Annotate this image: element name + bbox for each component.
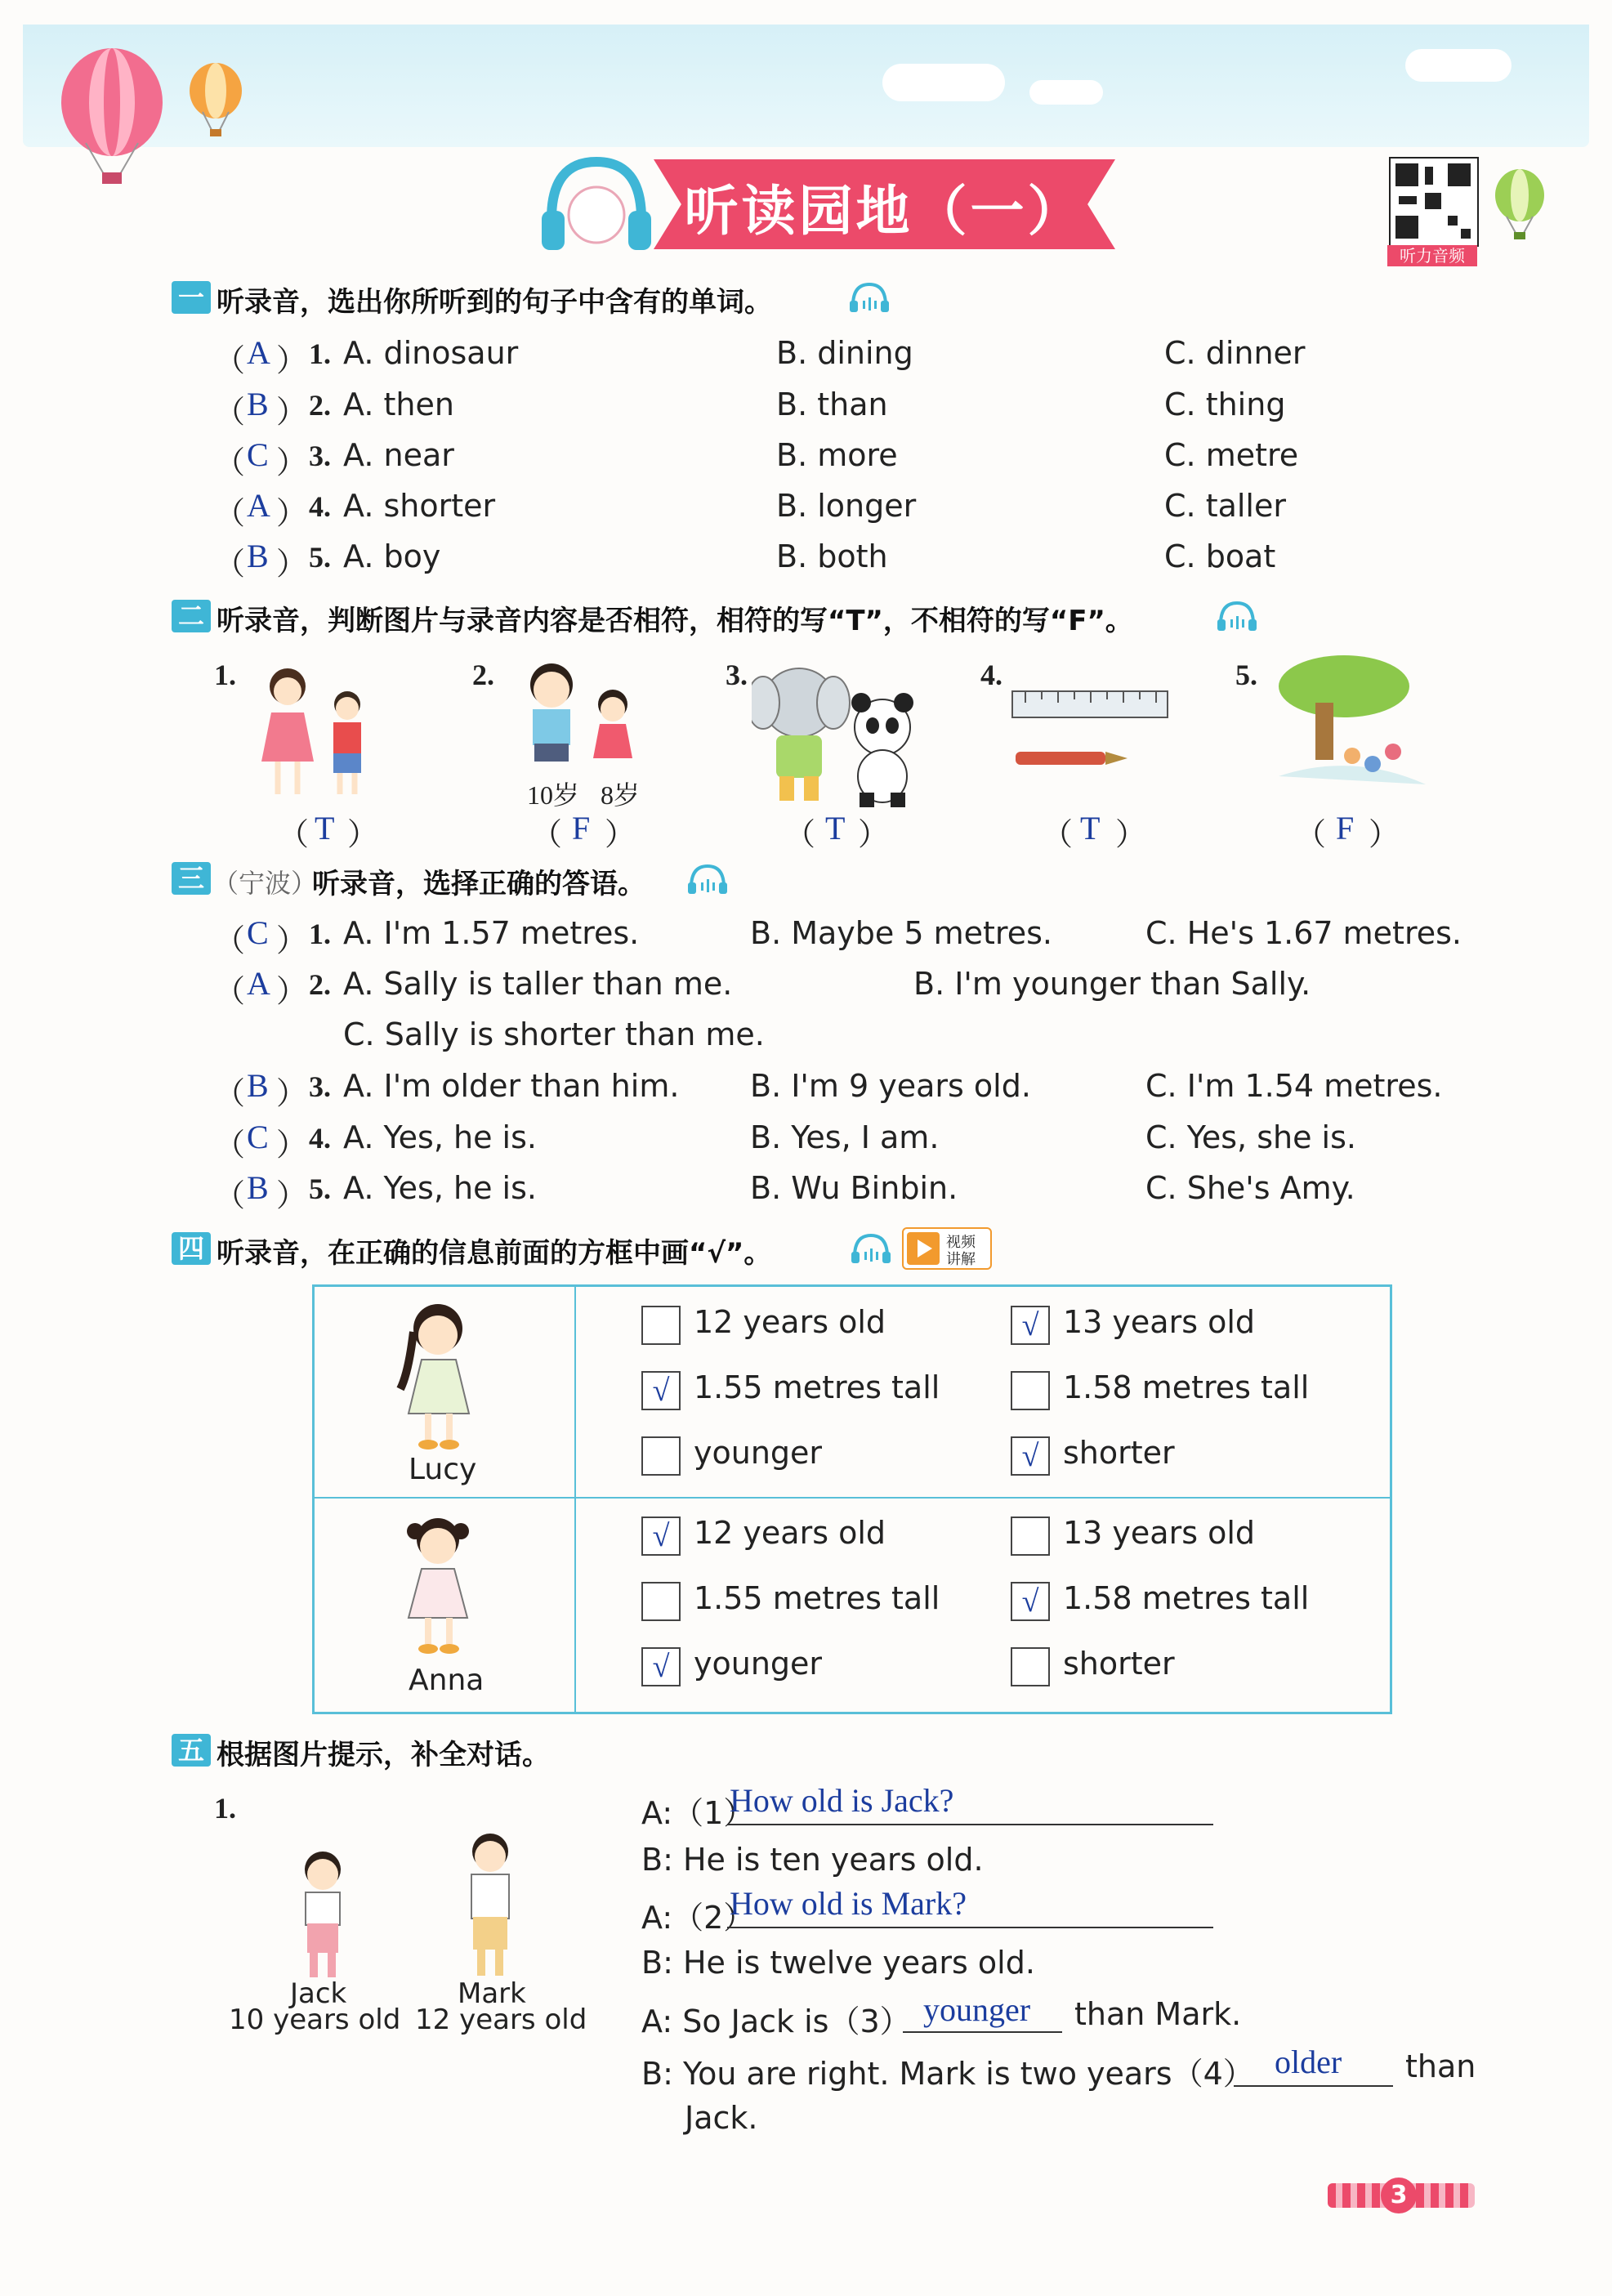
elephant-and-panda-image — [752, 654, 923, 809]
cloud — [1405, 49, 1512, 82]
jack-image — [278, 1847, 368, 1986]
checkbox-label: 1.55 metres tall — [694, 1580, 940, 1616]
option-b: B. I'm 9 years old. — [750, 1068, 1031, 1104]
person-name: Lucy — [409, 1453, 477, 1486]
checkbox-label: shorter — [1063, 1646, 1175, 1682]
question-number: 5. — [309, 1173, 331, 1205]
answer-bracket-left: （ — [214, 922, 246, 958]
dialogue-text: than — [1405, 2048, 1476, 2084]
answer-bracket-left: （ — [214, 444, 246, 480]
option-c: C. taller — [1164, 488, 1286, 524]
item-number: 5. — [1235, 659, 1257, 691]
answer-bracket-left: （ — [214, 495, 246, 531]
answer-choice: B — [247, 538, 269, 574]
checkbox-label: younger — [694, 1646, 823, 1682]
checkbox-label: younger — [694, 1435, 823, 1471]
option-a: A. Yes, he is. — [343, 1170, 537, 1206]
checkbox[interactable] — [1011, 1371, 1050, 1410]
answer-mark: T — [1080, 810, 1101, 846]
option-c: C. He's 1.67 metres. — [1145, 915, 1462, 951]
hot-air-balloon-icon — [1492, 168, 1549, 245]
written-answer: How old is Jack? — [730, 1782, 954, 1819]
option-c: C. Sally is shorter than me. — [343, 1016, 765, 1052]
question-number: 2. — [309, 968, 331, 1001]
option-b: B. longer — [776, 488, 917, 524]
kid-name: Mark — [458, 1977, 526, 2010]
section-number: 三 — [172, 862, 211, 895]
option-b: B. more — [776, 437, 898, 473]
question-number: 2. — [309, 389, 331, 422]
checkbox-label: 13 years old — [1063, 1304, 1256, 1340]
option-c: C. boat — [1164, 538, 1276, 574]
section-instruction: 听录音，选出你所听到的句子中含有的单词。 — [217, 286, 772, 319]
checkbox[interactable] — [641, 1436, 681, 1476]
kid-age: 12 years old — [415, 2003, 587, 2036]
audio-icon[interactable] — [1216, 600, 1258, 634]
video-label: 视频 — [946, 1234, 976, 1251]
answer-choice: B — [247, 386, 269, 422]
answer-choice: C — [247, 436, 269, 473]
hot-air-balloon-icon — [186, 61, 248, 143]
answer-bracket-right: ） — [276, 394, 308, 430]
qr-code[interactable] — [1389, 157, 1479, 247]
item-number: 1. — [214, 659, 236, 691]
written-answer: How old is Mark? — [730, 1885, 967, 1922]
page-title: 听读园地（一） — [684, 180, 1085, 243]
answer-bracket-right: ） — [276, 1177, 308, 1213]
tree-and-children-image — [1270, 654, 1430, 801]
option-a: A. near — [343, 437, 454, 473]
option-a: A. shorter — [343, 488, 496, 524]
answer-choice: B — [247, 1067, 269, 1104]
person-name: Anna — [409, 1664, 484, 1697]
answer-choice: C — [247, 1119, 269, 1155]
checkbox[interactable]: √ — [641, 1647, 681, 1686]
dialogue-label: A:（2） — [641, 1900, 755, 1936]
option-c: C. thing — [1164, 386, 1286, 422]
section-instruction: 听录音，选择正确的答语。 — [312, 868, 645, 900]
answer-bracket-left: （ — [214, 1127, 246, 1163]
anna-image — [384, 1512, 498, 1667]
checkbox[interactable] — [641, 1306, 681, 1345]
section-number: 二 — [172, 600, 211, 632]
option-a: A. I'm older than him. — [343, 1068, 680, 1104]
answer-bracket-right: ） — [276, 1075, 308, 1111]
section-instruction: 根据图片提示，补全对话。 — [217, 1739, 550, 1771]
item-number: 3. — [726, 659, 748, 691]
age-caption: 8岁 — [601, 780, 641, 810]
section-number: 四 — [172, 1232, 211, 1265]
option-c: C. Yes, she is. — [1145, 1119, 1356, 1155]
checkbox-label: 1.58 metres tall — [1063, 1369, 1310, 1405]
answer-choice: C — [247, 914, 269, 951]
play-icon — [907, 1232, 940, 1265]
question-number: 4. — [309, 1122, 331, 1155]
dialogue-label: B: You are right. Mark is two years（4） — [641, 2056, 1254, 2092]
item-number: 2. — [472, 659, 494, 691]
answer-bracket-right: ） — [276, 546, 308, 582]
video-label: 讲解 — [946, 1251, 976, 1268]
answer-bracket-left: （ — [214, 394, 246, 430]
answer-choice: A — [247, 487, 270, 524]
answer-bracket-left: （ — [214, 1177, 246, 1213]
option-a: A. Sally is taller than me. — [343, 966, 733, 1002]
question-number: 3. — [309, 440, 331, 472]
header-sky — [23, 25, 1589, 147]
checkbox[interactable]: √ — [641, 1371, 681, 1410]
checkbox[interactable]: √ — [1011, 1306, 1050, 1345]
checkbox-label: shorter — [1063, 1435, 1175, 1471]
ruler-and-pen-image — [1009, 686, 1172, 776]
lucy-image — [384, 1299, 498, 1454]
answer-bracket-right: ） — [276, 444, 308, 480]
dialogue-line: Jack. — [685, 2100, 758, 2136]
option-b: B. Wu Binbin. — [750, 1170, 958, 1206]
answer-choice: A — [247, 334, 270, 371]
video-explain-button[interactable] — [902, 1227, 992, 1270]
dialogue-label: A: So Jack is（3） — [641, 2003, 911, 2039]
answer-mark: F — [572, 810, 591, 846]
checkbox[interactable] — [1011, 1517, 1050, 1556]
kid-age: 10 years old — [229, 2003, 401, 2036]
mark-image — [445, 1829, 535, 1984]
option-b: B. than — [776, 386, 888, 422]
checkbox[interactable] — [1011, 1647, 1050, 1686]
checkbox-label: 13 years old — [1063, 1515, 1256, 1551]
option-b: B. I'm younger than Sally. — [913, 966, 1311, 1002]
answer-bracket-left: （ — [214, 546, 246, 582]
option-a: A. Yes, he is. — [343, 1119, 537, 1155]
section-number: 五 — [172, 1734, 211, 1767]
option-c: C. She's Amy. — [1145, 1170, 1355, 1206]
answer-bracket-left: （ — [214, 973, 246, 1009]
checkbox-label: 12 years old — [694, 1304, 886, 1340]
qr-label: 听力音频 — [1387, 245, 1477, 266]
question-number: 4. — [309, 490, 331, 523]
option-b: B. dining — [776, 335, 913, 371]
audio-icon[interactable] — [848, 281, 891, 315]
checkbox[interactable]: √ — [1011, 1582, 1050, 1621]
audio-icon[interactable] — [686, 863, 729, 897]
region-note: （宁波） — [212, 868, 318, 899]
question-number: 1. — [309, 337, 331, 370]
checkbox-label: 1.55 metres tall — [694, 1369, 940, 1405]
option-b: B. Maybe 5 metres. — [750, 915, 1052, 951]
item-number: 4. — [980, 659, 1002, 691]
answer-choice: B — [247, 1169, 269, 1206]
option-a: A. dinosaur — [343, 335, 519, 371]
option-c: C. I'm 1.54 metres. — [1145, 1068, 1443, 1104]
option-c: C. metre — [1164, 437, 1299, 473]
dialogue-line: B: He is ten years old. — [641, 1842, 984, 1878]
checkbox-label: 1.58 metres tall — [1063, 1580, 1310, 1616]
answer-mark: F — [1336, 810, 1355, 846]
question-number: 5. — [309, 541, 331, 574]
boy-and-girl-image — [515, 660, 645, 775]
checkbox[interactable] — [641, 1582, 681, 1621]
cloud — [1029, 80, 1103, 105]
hot-air-balloon-icon — [53, 45, 176, 188]
dialogue-text: than Mark. — [1074, 1996, 1242, 2032]
option-a: A. boy — [343, 538, 441, 574]
section-instruction: 听录音，在正确的信息前面的方框中画“√”。 — [217, 1237, 772, 1270]
written-answer: older — [1275, 2044, 1342, 2080]
checkbox[interactable]: √ — [641, 1517, 681, 1556]
written-answer: younger — [923, 1991, 1031, 2028]
dialogue-label: A:（1） — [641, 1795, 755, 1831]
cloud — [882, 64, 1005, 101]
age-caption: 10岁 — [527, 780, 580, 810]
dialogue-line: B: He is twelve years old. — [641, 1945, 1035, 1981]
answer-bracket-right: ） — [276, 342, 308, 378]
section-number: 一 — [172, 281, 211, 314]
section-instruction: 听录音，判断图片与录音内容是否相符，相符的写“T”，不相符的写“F”。 — [217, 605, 1133, 637]
answer-bracket-left: （ — [214, 1075, 246, 1111]
question-number: 3. — [309, 1070, 331, 1103]
option-b: B. both — [776, 538, 888, 574]
kid-name: Jack — [290, 1977, 347, 2010]
answer-bracket-right: ） — [276, 495, 308, 531]
answer-bracket-left: （ — [214, 342, 246, 378]
answer-mark: T — [315, 810, 335, 846]
option-c: C. dinner — [1164, 335, 1306, 371]
question-number: 1. — [309, 918, 331, 950]
audio-icon[interactable] — [850, 1232, 892, 1266]
answer-bracket-right: ） — [276, 1127, 308, 1163]
page-number: 3 — [1381, 2178, 1417, 2213]
option-a: A. then — [343, 386, 454, 422]
item-number: 1. — [214, 1792, 236, 1825]
answer-bracket-right: ） — [276, 922, 308, 958]
checkbox-label: 12 years old — [694, 1515, 886, 1551]
girl-and-boy-image — [245, 663, 384, 802]
headphone-icon — [535, 154, 658, 260]
option-b: B. Yes, I am. — [750, 1119, 940, 1155]
answer-mark: T — [825, 810, 846, 846]
checkbox[interactable]: √ — [1011, 1436, 1050, 1476]
option-a: A. I'm 1.57 metres. — [343, 915, 640, 951]
answer-bracket-right: ） — [276, 973, 308, 1009]
answer-choice: A — [247, 965, 270, 1002]
